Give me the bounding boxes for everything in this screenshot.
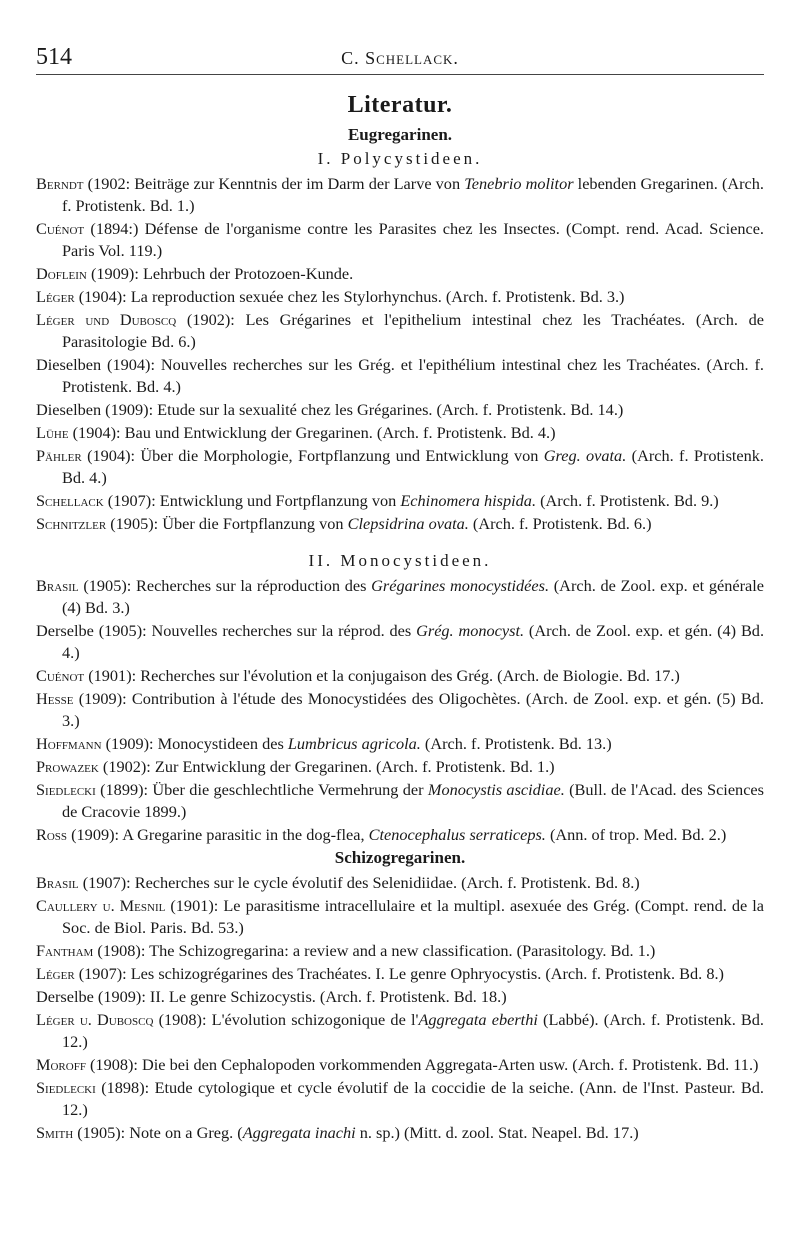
reference-text: (1907): Entwicklung und Fortpflanzung von <box>103 491 401 510</box>
reference-item <box>36 1122 764 1144</box>
reference-item <box>36 354 764 398</box>
reference-author: Cuénot <box>36 666 85 685</box>
reference-item <box>36 286 764 308</box>
reference-text-tail: (Arch. f. Protistenk. Bd. 9.) <box>536 491 719 510</box>
reference-text: (1904): La reproduction sexuée chez les Stylorhynchus. (Arch. f. Protistenk. Bd. 3.) <box>74 287 625 306</box>
reference-item <box>36 1054 764 1076</box>
reference-item <box>36 940 764 962</box>
section-title-eugregarinen: Eugregarinen. <box>347 125 453 144</box>
reference-author: Hesse <box>36 689 74 708</box>
reference-item <box>36 733 764 755</box>
reference-italic: Tenebrio molitor <box>464 174 574 193</box>
reference-text: (1908): The Schizogregarina: a review and a new classification. (Parasitology. Bd. 1.) <box>93 941 656 960</box>
reference-author: Schnitzler <box>36 514 107 533</box>
reference-item <box>36 963 764 985</box>
reference-text-tail: (Ann. of trop. Med. Bd. 2.) <box>545 825 727 844</box>
reference-author: Fantham <box>36 941 94 960</box>
subsection-title-polycystideen: I. Polycystideen. <box>317 149 483 168</box>
reference-text-tail: (Arch. f. Protistenk. Bd. 13.) <box>420 734 612 753</box>
reference-author: Moroff <box>36 1055 86 1074</box>
reference-italic: Lumbricus agricola. <box>287 734 421 753</box>
reference-italic: Grég. monocyst. <box>416 621 525 640</box>
literature-content <box>36 92 764 1145</box>
reference-author: Smith <box>36 1123 74 1142</box>
reference-text: (1902): Zur Entwicklung der Gregarinen. (Arch. f. Protistenk. Bd. 1.) <box>98 757 555 776</box>
reference-author: Léger <box>36 964 75 983</box>
reference-item <box>36 445 764 489</box>
reference-text: (1902): Les Grégarines et l'epithelium intestinal chez les Trachéates. (Arch. de Parasitologie Bd. 6.) <box>62 310 764 351</box>
reference-text: (1905): Note on a Greg. ( <box>73 1123 243 1142</box>
reference-item <box>36 399 764 421</box>
reference-item <box>36 895 764 939</box>
reference-item <box>36 173 764 217</box>
reference-text: Dieselben (1909): Etude sur la sexualité chez les Grégarines. (Arch. f. Protistenk. Bd. 14.) <box>36 400 624 419</box>
reference-list-polycystideen <box>36 173 764 535</box>
reference-text: (1901): Le parasitisme intracellulaire et la multipl. asexuée des Grég. (Compt. rend. de la Soc. de Biol. Paris. Bd. 53.) <box>62 896 764 937</box>
reference-author: Prowazek <box>36 757 99 776</box>
reference-text: (1901): Recherches sur l'évolution et la conjugaison des Grég. (Arch. de Biologie. Bd. 17.) <box>84 666 680 685</box>
reference-italic: Clepsidrina ovata. <box>347 514 469 533</box>
reference-text-tail: (Bull. de l'Acad. des Sciences de Cracovie 1899.) <box>62 780 764 821</box>
reference-text-tail: (Arch. de Zool. exp. et générale (4) Bd. 3.) <box>62 576 765 617</box>
reference-text: Dieselben (1904): Nouvelles recherches sur les Grég. et l'epithélium intestinal chez les Trachéates. (Arch. f. Protistenk. Bd. 4.) <box>36 355 764 396</box>
reference-text: (1904): Über die Morphologie, Fortpflanzung und Entwicklung von <box>81 446 544 465</box>
reference-item <box>36 513 764 535</box>
reference-item <box>36 620 764 664</box>
reference-item <box>36 756 764 778</box>
reference-author: Pähler <box>36 446 82 465</box>
reference-author: Léger u. Duboscq <box>36 1010 154 1029</box>
reference-text-tail: (Labbé). (Arch. f. Protistenk. Bd. 12.) <box>62 1010 764 1051</box>
reference-author: Caullery u. Mesnil <box>36 896 166 915</box>
running-title: C. Schellack. <box>341 48 459 68</box>
reference-text-tail: (Arch. de Zool. exp. et gén. (4) Bd. 4.) <box>62 621 765 662</box>
reference-item <box>36 665 764 687</box>
reference-item <box>36 986 764 1008</box>
reference-text: (1898): Etude cytologique et cycle évolutif de la coccidie de la seiche. (Ann. de l'Inst. Pasteur. Bd. 12.) <box>62 1078 764 1119</box>
reference-author: Léger und Duboscq <box>36 310 177 329</box>
reference-author: Siedlecki <box>36 1078 96 1097</box>
reference-author: Schellack <box>36 491 104 510</box>
reference-text: Derselbe (1905): Nouvelles recherches sur la réprod. des <box>36 621 417 640</box>
reference-author: Ross <box>36 825 68 844</box>
reference-item <box>36 872 764 894</box>
reference-text: (1904): Bau und Entwicklung der Gregarinen. (Arch. f. Protistenk. Bd. 4.) <box>68 423 556 442</box>
reference-text: (1908): L'évolution schizogonique de l' <box>153 1010 419 1029</box>
reference-italic: Monocystis ascidiae. <box>427 780 565 799</box>
reference-author: Léger <box>36 287 75 306</box>
reference-text: (1908): Die bei den Cephalopoden vorkommenden Aggregata-Arten usw. (Arch. f. Protistenk. Bd. 11.) <box>85 1055 759 1074</box>
reference-text: Derselbe (1909): II. Le genre Schizocystis. (Arch. f. Protistenk. Bd. 18.) <box>36 987 507 1006</box>
reference-author: Siedlecki <box>36 780 96 799</box>
reference-item <box>36 779 764 823</box>
reference-author: Brasil <box>36 576 79 595</box>
reference-item <box>36 263 764 285</box>
reference-item <box>36 1009 764 1053</box>
reference-text: (1894:) Défense de l'organisme contre les Parasites chez les Insectes. (Compt. rend. Acad. Science. Paris Vol. 119.) <box>62 219 764 260</box>
reference-item <box>36 218 764 262</box>
reference-text: (1907): Recherches sur le cycle évolutif des Selenidiidae. (Arch. f. Protistenk. Bd. 8.) <box>78 873 640 892</box>
reference-italic: Aggregata eberthi <box>418 1010 538 1029</box>
reference-text: (1907): Les schizogrégarines des Trachéates. I. Le genre Ophryocystis. (Arch. f. Protistenk. Bd. 8.) <box>74 964 724 983</box>
reference-italic: Echinomera hispida. <box>400 491 537 510</box>
reference-text: (1902: Beiträge zur Kenntnis der im Darm der Larve von <box>83 174 465 193</box>
reference-item <box>36 422 764 444</box>
reference-item <box>36 688 764 732</box>
reference-italic: Greg. ovata. <box>543 446 627 465</box>
reference-author: Hoffmann <box>36 734 102 753</box>
reference-text-tail: (Arch. f. Protistenk. Bd. 4.) <box>62 446 765 487</box>
reference-list-schizogregarinen <box>36 872 764 1144</box>
reference-author: Berndt <box>36 174 84 193</box>
reference-text-tail: n. sp.) (Mitt. d. zool. Stat. Neapel. Bd. 17.) <box>355 1123 639 1142</box>
reference-text-tail: lebenden Gregarinen. (Arch. f. Protistenk. Bd. 1.) <box>62 174 764 215</box>
reference-text: (1899): Über die geschlechtliche Vermehrung der <box>95 780 428 799</box>
page-title: Literatur. <box>347 92 453 118</box>
page-number: 514 <box>36 44 72 70</box>
reference-italic: Aggregata inachi <box>242 1123 356 1142</box>
reference-text-tail: (Arch. f. Protistenk. Bd. 6.) <box>468 514 652 533</box>
reference-author: Doflein <box>36 264 87 283</box>
section-title-schizogregarinen: Schizogregarinen. <box>334 848 466 867</box>
reference-text: (1909): Monocystideen des <box>101 734 288 753</box>
reference-italic: Grégarines monocystidées. <box>371 576 550 595</box>
reference-italic: Ctenocephalus serraticeps. <box>368 825 546 844</box>
reference-text: (1905): Über die Fortpflanzung von <box>106 514 348 533</box>
reference-item <box>36 490 764 512</box>
subsection-title-monocystideen: II. Monocystideen. <box>308 551 492 570</box>
reference-text: (1909): Lehrbuch der Protozoen-Kunde. <box>86 264 354 283</box>
reference-author: Cuénot <box>36 219 85 238</box>
reference-item <box>36 824 764 846</box>
reference-item <box>36 575 764 619</box>
reference-text: (1905): Recherches sur la réproduction des <box>78 576 372 595</box>
reference-text: (1909): Contribution à l'étude des Monocystidées des Oligochètes. (Arch. de Zool. exp. et gén. (5) Bd. 3.) <box>62 689 764 730</box>
reference-author: Brasil <box>36 873 79 892</box>
reference-item <box>36 309 764 353</box>
reference-text: (1909): A Gregarine parasitic in the dog-flea, <box>67 825 369 844</box>
reference-list-monocystideen <box>36 575 764 846</box>
reference-author: Lühe <box>36 423 69 442</box>
running-header <box>36 44 764 75</box>
reference-item <box>36 1077 764 1121</box>
